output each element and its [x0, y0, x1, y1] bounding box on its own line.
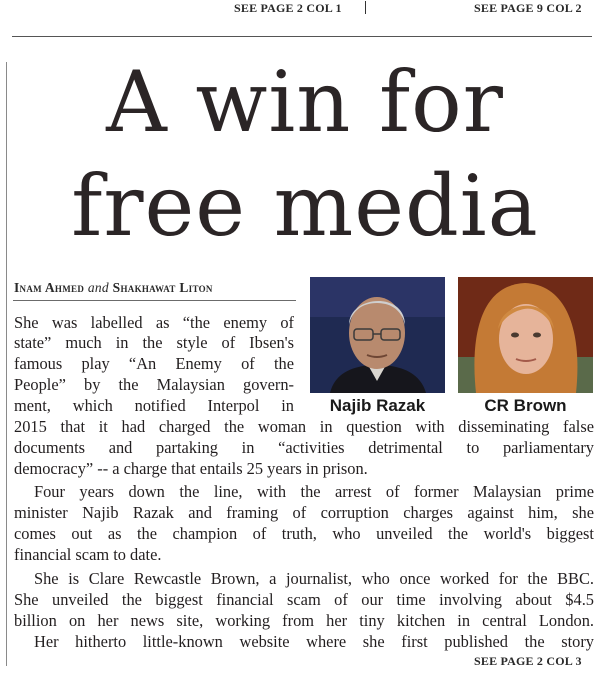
byline-author-2: Shakhawat Liton	[112, 280, 213, 295]
headline	[20, 50, 590, 258]
body-line: famous play “An Enemy of the	[14, 354, 294, 373]
body-line: People” by the Malaysian govern-	[14, 375, 294, 394]
headline-line-1: A win for	[106, 53, 504, 151]
byline-divider	[13, 300, 296, 301]
body-line: billion on her news site, working from her tiny kitchen in central London.	[14, 611, 594, 630]
body-line: Her hitherto little-known website where she first published the story	[34, 632, 594, 651]
photo-najib-razak	[310, 277, 445, 393]
photo-caption-najib: Najib Razak	[329, 396, 426, 415]
body-line: She was labelled as “the enemy of	[14, 313, 294, 332]
headline-line-2: free media	[71, 157, 539, 255]
body-line: financial scam to date.	[14, 545, 162, 564]
body-line: state” much in the style of Ibsen's	[14, 333, 294, 352]
column-separator	[365, 1, 366, 14]
photo-caption-brown: CR Brown	[484, 396, 567, 415]
photo-cr-brown	[458, 277, 593, 393]
byline-conjunction: and	[87, 280, 109, 295]
jump-reference-bottom[interactable]: SEE PAGE 2 COL 3	[474, 654, 582, 668]
body-line: Four years down the line, with the arrest of former Malaysian prime	[34, 482, 594, 501]
body-line: documents and partaking in “activities detrimental to parliamentary	[14, 438, 594, 457]
jump-reference-top-right: SEE PAGE 9 COL 2	[474, 1, 582, 15]
body-line: democracy” -- a charge that entails 25 years in prison.	[14, 459, 368, 478]
byline-author-1: Inam Ahmed	[14, 280, 85, 295]
body-line: minister Najib Razak and framing of corruption charges against him, she	[14, 503, 594, 522]
jump-reference-top-left: SEE PAGE 2 COL 1	[234, 1, 342, 15]
byline	[14, 280, 213, 296]
column-rule	[6, 62, 7, 666]
section-divider	[12, 36, 592, 37]
body-line: 2015 that it had charged the woman in question with disseminating false	[14, 417, 594, 436]
body-line: She unveiled the biggest financial scam of our time involving about $4.5	[14, 590, 594, 609]
body-line: comes out as the champion of truth, who unveiled the world's biggest	[14, 524, 594, 543]
body-line: She is Clare Rewcastle Brown, a journalist, who once worked for the BBC.	[34, 569, 594, 588]
body-line: ment, which notified Interpol in	[14, 396, 294, 415]
